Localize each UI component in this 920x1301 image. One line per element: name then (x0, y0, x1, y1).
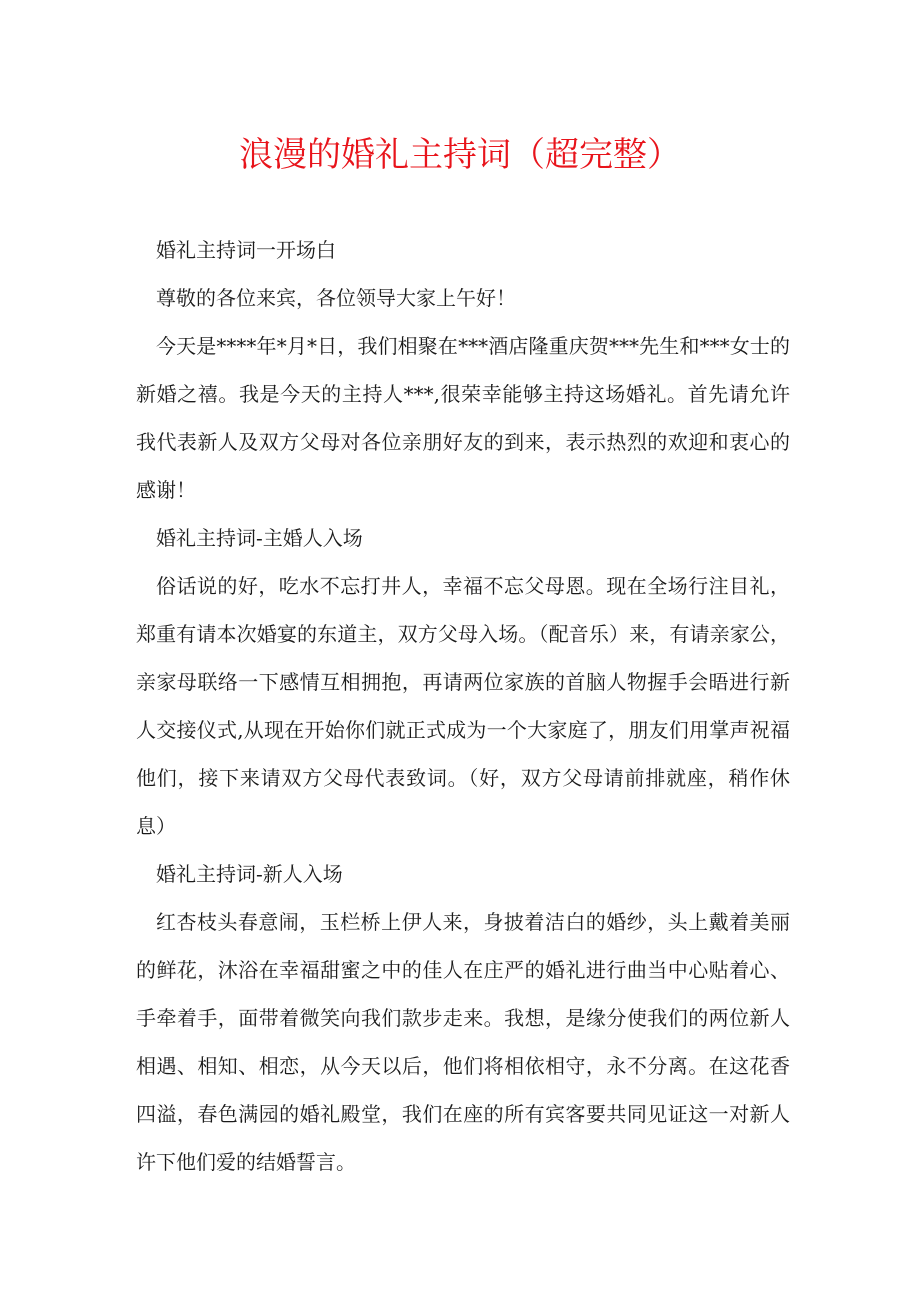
paragraph-couple-entrance: 红杏枝头春意闹，玉栏桥上伊人来，身披着洁白的婚纱，头上戴着美丽的鲜花，沐浴在幸福甜蜜之中的佳人在庄严的婚礼进行曲当中心贴着心、手牵着手，面带着微笑向我们款步走来。我想，是缘分使我们的两位新人相遇、相知、相恋，从今天以后，他们将相依相守，永不分离。在这花香四溢，春色满园的婚礼殿堂，我们在座的所有宾客要共同见证这一对新人许下他们爱的结婚誓言。 (136, 910, 790, 1174)
document-body (136, 226, 790, 1186)
document-title: 浪漫的婚礼主持词（超完整） (239, 135, 681, 175)
paragraph-greeting: 尊敬的各位来宾，各位领导大家上午好！ (156, 286, 516, 310)
paragraph-welcome: 今天是****年*月*日，我们相聚在***酒店隆重庆贺***先生和***女士的新婚之禧。我是今天的主持人***,很荣幸能够主持这场婚礼。首先请允许我代表新人及双方父母对各位亲朋好友的到来，表示热烈的欢迎和衷心的感谢！ (136, 334, 790, 502)
section-heading-couple-entrance: 婚礼主持词-新人入场 (156, 862, 343, 886)
paragraph-parents-entrance: 俗话说的好，吃水不忘打井人，幸福不忘父母恩。现在全场行注目礼，郑重有请本次婚宴的东道主，双方父母入场。（配音乐）来，有请亲家公，亲家母联络一下感情互相拥抱，再请两位家族的首脑人物握手会晤进行新人交接仪式,从现在开始你们就正式成为一个大家庭了，朋友们用掌声祝福他们，接下来请双方父母代表致词。（好，双方父母请前排就座，稍作休息） (136, 574, 790, 838)
section-heading-parents-entrance: 婚礼主持词-主婚人入场 (156, 526, 363, 550)
section-heading-opening: 婚礼主持词一开场白 (156, 238, 336, 262)
